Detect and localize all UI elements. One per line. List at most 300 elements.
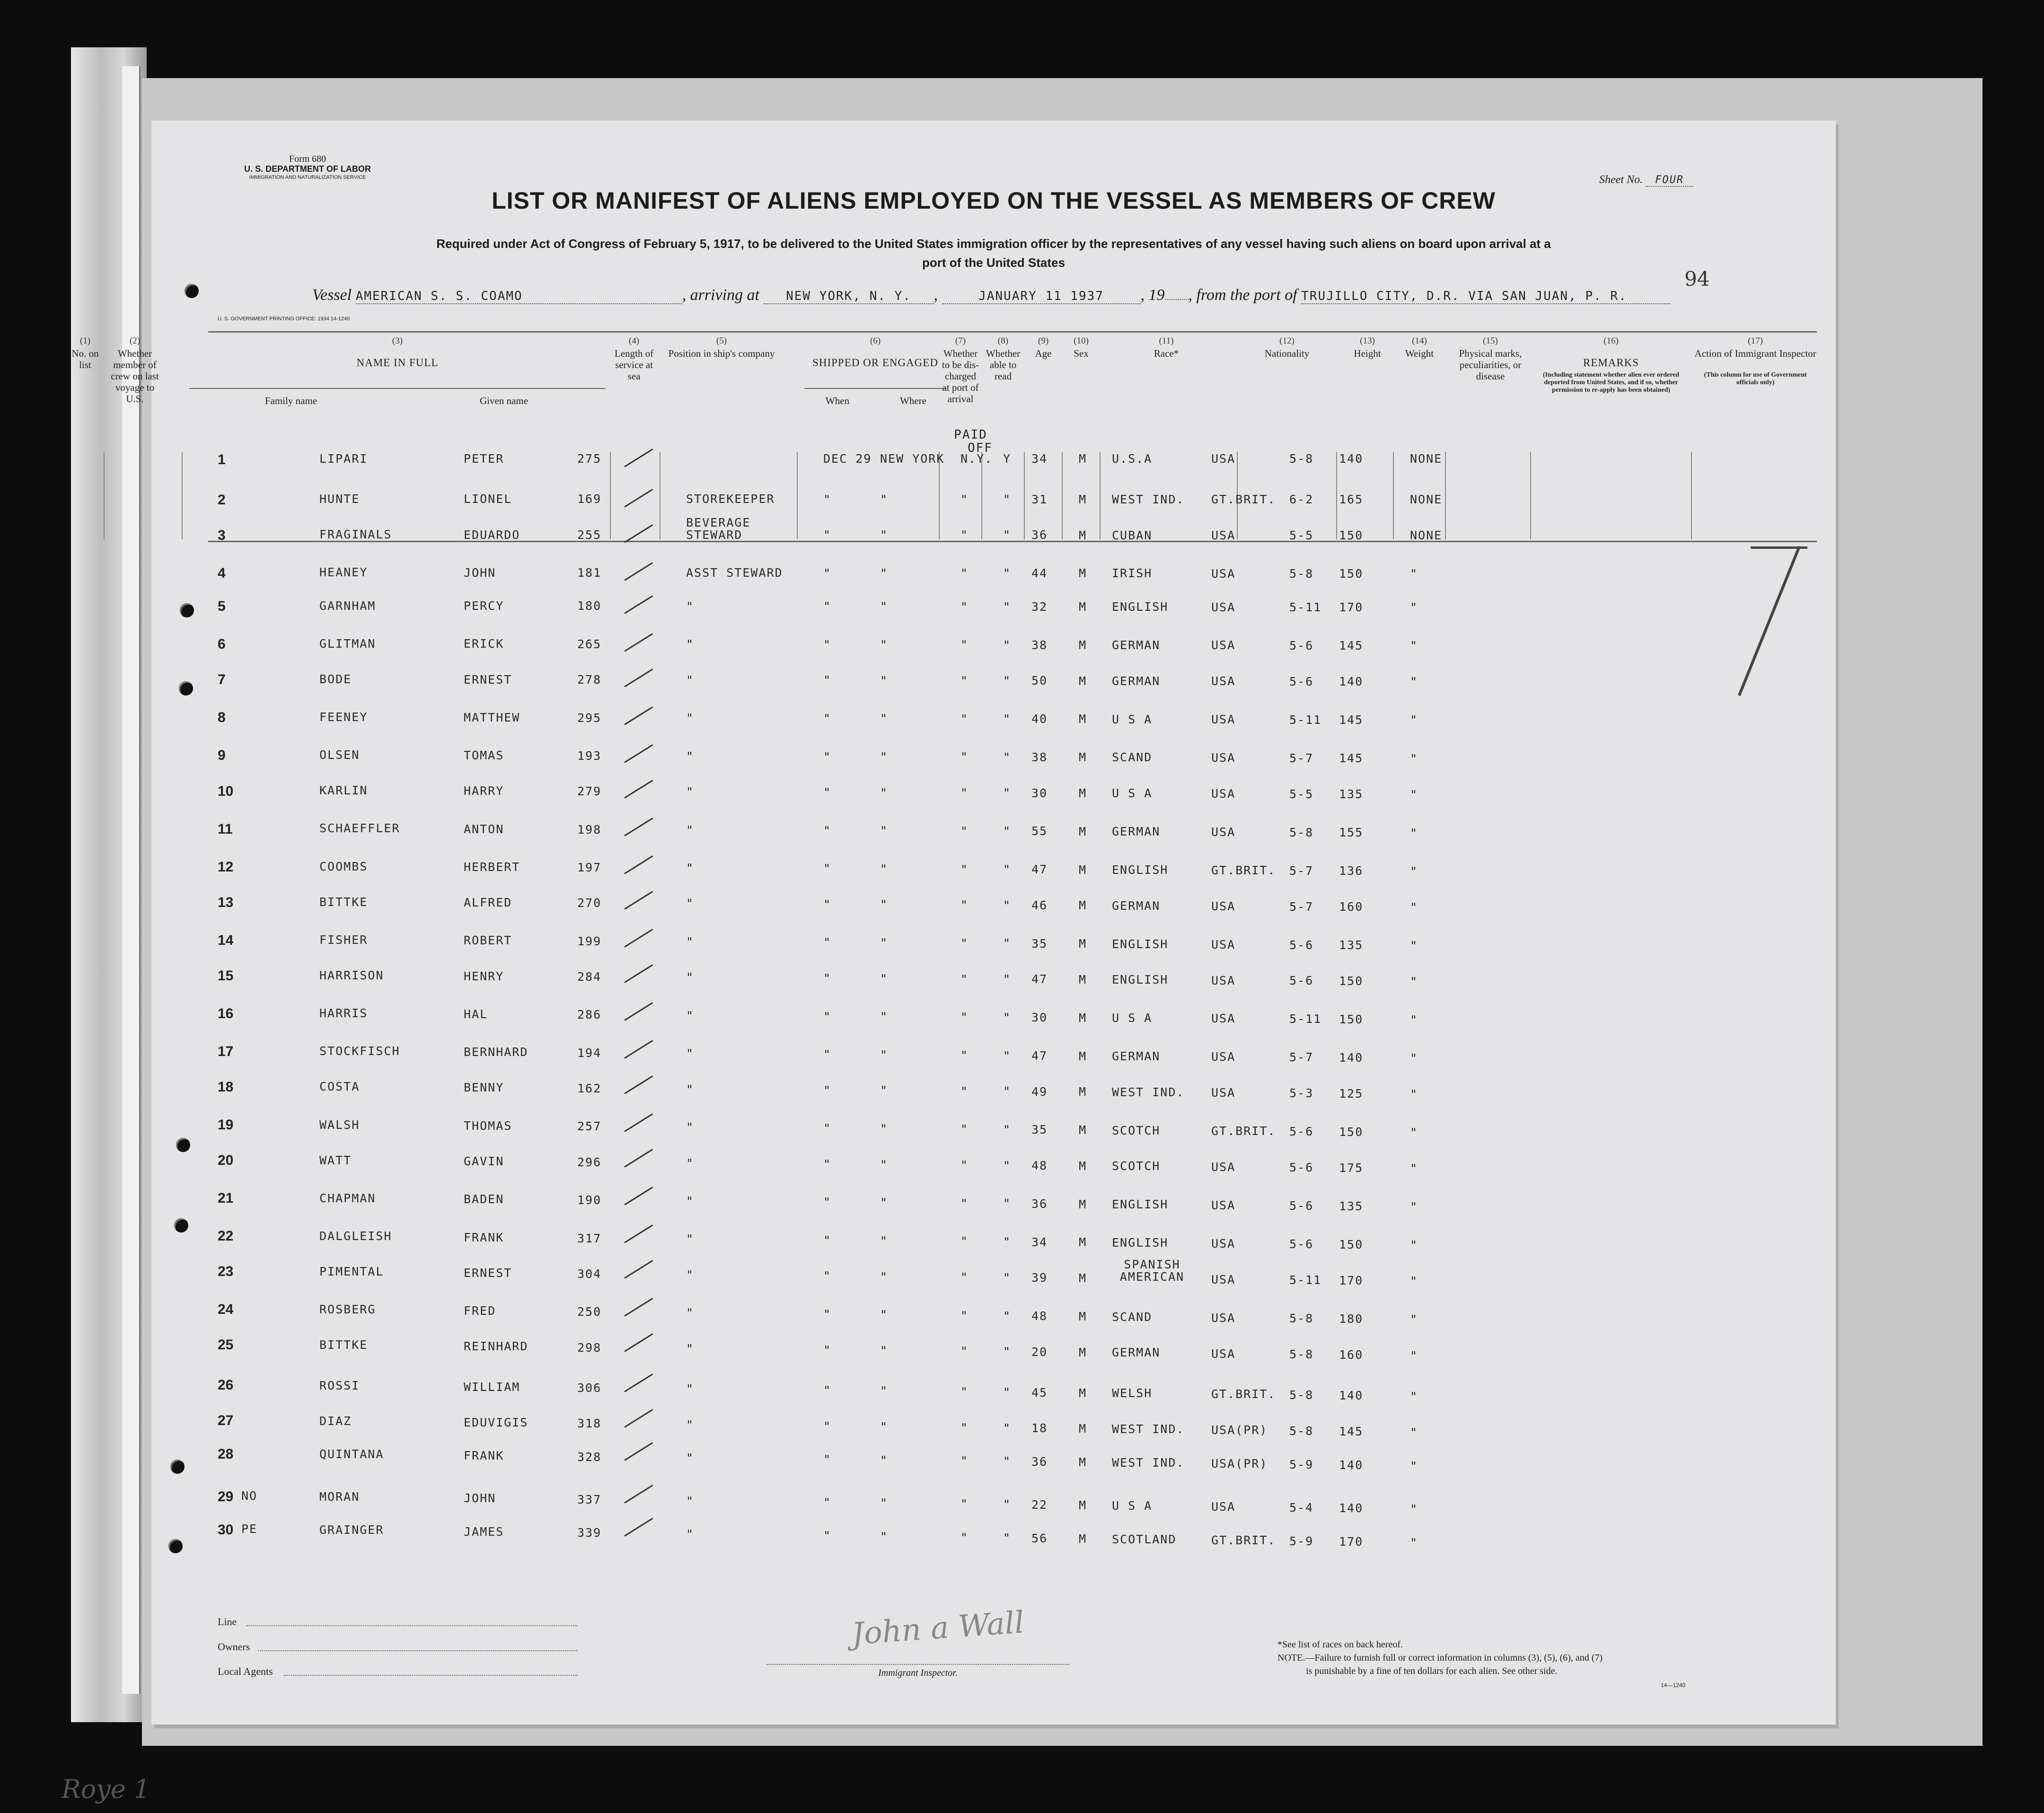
column-header: Length of service at sea: [614, 348, 654, 382]
service-code-cell: 284: [577, 970, 602, 984]
able-to-read-cell: ": [1003, 1531, 1012, 1545]
check-mark: [624, 1002, 653, 1021]
race-cell: U S A: [1112, 1011, 1153, 1025]
service-code-cell: 194: [577, 1046, 602, 1060]
owners-field: [258, 1650, 577, 1651]
service-code-cell: 198: [577, 822, 602, 836]
punch-hole: [185, 284, 199, 298]
family-name-cell: STOCKFISCH: [319, 1044, 400, 1058]
age-cell: 35: [1031, 1123, 1048, 1137]
physical-marks-cell: ": [1410, 1238, 1418, 1252]
height-cell: 5-11: [1289, 1012, 1322, 1026]
nationality-cell: USA: [1211, 973, 1236, 987]
height-cell: 5-6: [1289, 1161, 1314, 1175]
sex-cell: M: [1079, 1498, 1087, 1512]
service-code-cell: 295: [577, 711, 602, 725]
able-to-read-cell: ": [1003, 599, 1012, 614]
weight-cell: 175: [1339, 1161, 1364, 1175]
arriving-port: NEW YORK, N. Y.: [764, 289, 934, 304]
shipped-when-cell: ": [823, 1083, 832, 1097]
family-name-cell: FEENEY: [319, 710, 368, 724]
row-number: 18: [218, 1079, 234, 1095]
age-cell: 46: [1031, 898, 1048, 912]
discharged-cell: ": [960, 898, 969, 912]
race-cell: GERMAN: [1112, 1346, 1161, 1360]
height-cell: 5-8: [1289, 1311, 1314, 1326]
column-divider: [1336, 452, 1337, 539]
shipped-when-cell: ": [823, 971, 832, 985]
able-to-read-cell: ": [1003, 1270, 1012, 1285]
shipped-where-cell: ": [880, 785, 889, 800]
physical-marks-cell: ": [1410, 938, 1418, 952]
shipped-when-cell: ": [823, 1452, 832, 1467]
form-code: 14—1240: [1661, 1682, 1686, 1689]
weight-cell: 165: [1339, 493, 1364, 506]
discharged-cell: ": [960, 1270, 969, 1285]
header-rule: [804, 388, 946, 389]
position-cell: ": [686, 1494, 695, 1508]
height-cell: 5-11: [1289, 600, 1322, 614]
shipped-where-cell: NEW YORK: [880, 452, 945, 466]
column-header: REMARKS: [1583, 357, 1639, 369]
age-cell: 36: [1031, 528, 1048, 542]
age-cell: 34: [1031, 452, 1048, 466]
service-code-cell: 275: [577, 452, 602, 466]
column-number: (4): [628, 336, 640, 346]
discharged-cell: ": [960, 786, 969, 800]
race-cell: ENGLISH: [1112, 1236, 1169, 1250]
shipped-where-cell: ": [880, 1047, 889, 1062]
family-name-cell: DIAZ: [319, 1414, 352, 1428]
year-label: , 19: [1140, 286, 1165, 304]
discharged-cell: ": [960, 1530, 969, 1544]
shipped-where-cell: ": [880, 492, 889, 506]
service-code-cell: 304: [577, 1267, 602, 1281]
nationality-cell: USA: [1211, 1050, 1236, 1064]
sex-cell: M: [1079, 1455, 1087, 1470]
able-to-read-cell: ": [1003, 1122, 1012, 1136]
shipped-where-cell: ": [880, 566, 889, 580]
height-cell: 5-6: [1289, 1125, 1314, 1139]
physical-marks-cell: ": [1410, 826, 1418, 840]
column-number: (8): [997, 336, 1009, 346]
service-code-cell: 286: [577, 1008, 602, 1022]
given-name-cell: EDUVIGIS: [464, 1415, 529, 1429]
given-name-cell: HAL: [464, 1007, 488, 1021]
column-number: (13): [1360, 336, 1375, 346]
given-name-cell: WILLIAM: [464, 1380, 520, 1394]
shipped-when-cell: ": [823, 1047, 832, 1062]
punch-hole: [168, 1539, 183, 1553]
height-cell: 5-7: [1289, 899, 1314, 914]
row-number: 17: [218, 1043, 234, 1059]
given-name-cell: ALFRED: [464, 896, 512, 910]
given-name-cell: EDUARDO: [464, 528, 520, 542]
row-number: 9: [218, 748, 226, 764]
position-cell: ": [686, 711, 695, 725]
discharged-cell: ": [960, 1385, 969, 1399]
nationality-cell: USA(PR): [1211, 1457, 1268, 1471]
given-name-cell: ERICK: [464, 637, 504, 651]
height-cell: 5-5: [1289, 787, 1314, 801]
nationality-cell: USA: [1211, 713, 1236, 727]
position-cell: ": [686, 1047, 695, 1061]
shipped-when-cell: ": [823, 1195, 832, 1209]
service-code-cell: 317: [577, 1231, 602, 1245]
column-number: (2): [129, 336, 141, 346]
shipped-where-cell: ": [880, 898, 889, 912]
shipped-where-cell: ": [880, 1010, 889, 1024]
height-cell: 5-11: [1289, 1273, 1322, 1287]
position-cell: ": [686, 599, 695, 613]
family-name-cell: FRAGINALS: [319, 528, 392, 542]
able-to-read-cell: ": [1003, 1010, 1012, 1024]
race-cell: WEST IND.: [1112, 492, 1185, 506]
column-header: SHIPPED OR ENGAGED: [812, 357, 938, 369]
service-code-cell: 199: [577, 934, 602, 948]
given-name-cell: ERNEST: [464, 1266, 512, 1280]
height-cell: 5-6: [1289, 1199, 1314, 1213]
shipped-when-cell: ": [823, 1307, 832, 1321]
column-number: (1): [79, 336, 91, 346]
check-mark: [624, 1149, 653, 1168]
sex-cell: M: [1079, 1123, 1087, 1137]
family-name-cell: ROSSI: [319, 1378, 360, 1392]
column-number: (17): [1748, 336, 1763, 346]
service-code-cell: 339: [577, 1526, 602, 1540]
race-cell: SCOTCH: [1112, 1123, 1161, 1137]
able-to-read-cell: ": [1003, 638, 1012, 652]
discharged-cell: ": [960, 824, 969, 838]
sex-cell: M: [1079, 1049, 1087, 1063]
shipped-where-cell: ": [880, 673, 889, 687]
family-name-cell: GARNHAM: [319, 598, 376, 613]
column-header: Action of Immigrant Inspector: [1694, 348, 1816, 359]
check-mark: [624, 1040, 653, 1059]
row-number: 21: [218, 1190, 234, 1206]
nationality-cell: USA: [1211, 1012, 1236, 1026]
subtitle-line-2: port of the United States: [922, 255, 1065, 270]
physical-marks-cell: ": [1410, 1051, 1418, 1065]
race-cell: GERMAN: [1112, 638, 1161, 652]
given-name-cell: PETER: [464, 452, 504, 466]
race-cell: WEST IND.: [1112, 1422, 1185, 1436]
weight-cell: 140: [1339, 675, 1364, 689]
service-code-cell: 270: [577, 896, 602, 910]
race-cell: U S A: [1112, 712, 1153, 726]
shipped-when-cell: ": [823, 935, 832, 950]
shipped-when-cell: ": [823, 1121, 832, 1135]
discharged-cell: ": [960, 1234, 969, 1249]
check-mark: [624, 1518, 653, 1537]
weight-cell: 150: [1339, 974, 1364, 988]
check-mark: [624, 891, 653, 910]
given-name-cell: GAVIN: [464, 1154, 504, 1169]
weight-cell: 135: [1339, 787, 1364, 801]
margin-note: Roye 1: [62, 1774, 150, 1804]
shipped-where-cell: ": [880, 1384, 889, 1398]
column-subheader: (Including statement whether alien ever ordered deported from United States, and if so, whether permission to re-apply has been obtained): [1542, 371, 1680, 394]
row-number: 24: [218, 1302, 234, 1318]
position-cell: ": [686, 1382, 695, 1396]
weight-cell: 136: [1339, 864, 1364, 878]
discharged-cell: ": [960, 750, 969, 764]
column-number: (10): [1074, 336, 1089, 346]
check-mark: [624, 929, 653, 948]
races-note: *See list of races on back hereof.: [1278, 1639, 1403, 1650]
discharged-cell: ": [960, 862, 969, 876]
physical-marks-cell: NONE: [1410, 452, 1443, 466]
shipped-where-cell: ": [880, 1308, 889, 1322]
race-cell: ENGLISH: [1112, 973, 1169, 987]
nationality-cell: USA: [1211, 1311, 1236, 1325]
position-cell: ": [686, 673, 695, 687]
height-cell: 5-3: [1289, 1086, 1314, 1100]
physical-marks-cell: NONE: [1410, 493, 1443, 507]
column-subheader: (This column for use of Government officials only): [1704, 371, 1807, 386]
race-cell: U S A: [1112, 1498, 1153, 1513]
header-rule: [189, 388, 606, 389]
position-cell: ": [686, 1120, 695, 1135]
discharged-cell: ": [960, 1048, 969, 1062]
shipped-when-cell: ": [823, 492, 832, 506]
discharged-cell: ": [960, 1010, 969, 1024]
nationality-cell: USA: [1211, 1500, 1236, 1514]
column-header: Sex: [1074, 348, 1089, 359]
discharged-cell: ": [960, 1308, 969, 1322]
shipped-where-cell: ": [880, 1343, 889, 1357]
column-divider: [1691, 452, 1692, 539]
nationality-cell: USA: [1211, 825, 1236, 839]
department: U. S. DEPARTMENT OF LABOR: [244, 164, 371, 174]
age-cell: 45: [1031, 1385, 1048, 1399]
weight-cell: 170: [1339, 1535, 1364, 1549]
column-number: (3): [392, 336, 403, 346]
given-name-cell: HERBERT: [464, 860, 520, 874]
physical-marks-cell: ": [1410, 1274, 1418, 1288]
service-code-cell: 190: [577, 1193, 602, 1207]
physical-marks-cell: ": [1410, 900, 1418, 914]
check-mark: [624, 1333, 653, 1352]
nationality-cell: USA: [1211, 1236, 1236, 1250]
height-cell: 5-7: [1289, 1050, 1314, 1065]
family-name-cell: CHAPMAN: [319, 1191, 376, 1205]
position-cell: ": [686, 1267, 695, 1282]
nationality-cell: USA: [1211, 566, 1236, 581]
age-cell: 48: [1031, 1159, 1048, 1173]
race-cell: U S A: [1112, 786, 1153, 801]
service-code-cell: 265: [577, 637, 602, 651]
race-cell: SCAND: [1112, 750, 1153, 765]
discharged-cell: ": [960, 1420, 969, 1435]
weight-cell: 135: [1339, 1199, 1364, 1214]
able-to-read-cell: ": [1003, 1345, 1012, 1359]
family-name-cell: PIMENTAL: [319, 1265, 384, 1279]
check-mark: [624, 595, 653, 614]
row-number: 27: [218, 1413, 234, 1429]
service-code-cell: 337: [577, 1493, 602, 1507]
age-cell: 38: [1031, 750, 1048, 764]
service-code-cell: 193: [577, 748, 602, 763]
family-name-cell: ROSBERG: [319, 1303, 376, 1317]
from-port: TRUJILLO CITY, D.R. VIA SAN JUAN, P. R.: [1301, 289, 1670, 304]
shipped-where-cell: ": [880, 638, 889, 652]
sex-cell: M: [1079, 638, 1087, 652]
check-mark: [624, 1409, 653, 1428]
sheet-number: FOUR: [1646, 174, 1693, 187]
sex-cell: M: [1079, 712, 1087, 726]
shipped-when-cell: ": [823, 1269, 832, 1283]
penalty-note-1: NOTE.—Failure to furnish full or correct information in columns (3), (5), (6), and (7): [1278, 1653, 1603, 1663]
physical-marks-cell: ": [1410, 1459, 1418, 1473]
discharged-cell: ": [960, 1122, 969, 1136]
height-cell: 5-9: [1289, 1457, 1314, 1471]
row-number: 22: [218, 1228, 234, 1244]
able-to-read-cell: ": [1003, 1497, 1012, 1512]
discharged-cell: N.Y.: [960, 452, 993, 466]
shipped-where-cell: ": [880, 1269, 889, 1284]
given-name-cell: BERNHARD: [464, 1045, 529, 1059]
weight-cell: 145: [1339, 1425, 1364, 1439]
shipped-when-cell: ": [823, 599, 832, 614]
paid-off-line-2: OFF: [968, 441, 993, 455]
physical-marks-cell: ": [1410, 787, 1418, 801]
height-cell: 5-8: [1289, 825, 1314, 839]
column-header: Height: [1354, 348, 1381, 359]
position-cell: ": [686, 1417, 695, 1432]
nationality-cell: USA: [1211, 1160, 1236, 1174]
physical-marks-cell: ": [1410, 1162, 1418, 1176]
shipped-when-cell: ": [823, 1233, 832, 1247]
sex-cell: M: [1079, 1345, 1087, 1359]
sex-cell: M: [1079, 1310, 1087, 1324]
row-number: 2: [218, 492, 226, 508]
sex-cell: M: [1079, 566, 1087, 581]
service-code-cell: 197: [577, 860, 602, 874]
row-number: 20: [218, 1153, 234, 1169]
row-number: 26: [218, 1377, 234, 1393]
check-mark: [624, 855, 653, 874]
service: IMMIGRATION AND NATURALIZATION SERVICE: [249, 175, 366, 180]
physical-marks-cell: ": [1410, 567, 1418, 581]
nationality-cell: USA: [1211, 1347, 1236, 1361]
sex-cell: M: [1079, 1271, 1087, 1285]
shipped-where-cell: ": [880, 712, 889, 726]
age-cell: 56: [1031, 1531, 1048, 1545]
service-code-cell: 318: [577, 1417, 602, 1431]
height-cell: 5-11: [1289, 713, 1322, 727]
shipped-when-cell: ": [823, 711, 832, 725]
sex-cell: M: [1079, 528, 1087, 542]
height-cell: 5-9: [1289, 1534, 1314, 1548]
weight-cell: 125: [1339, 1087, 1364, 1101]
sheet-number-label: [1599, 174, 1693, 186]
row-number: 11: [218, 821, 233, 837]
column-number: (12): [1279, 336, 1295, 346]
sex-cell: M: [1079, 1197, 1087, 1211]
sex-cell: M: [1079, 452, 1087, 466]
discharged-cell: ": [960, 492, 969, 506]
shipped-when-cell: ": [823, 749, 832, 764]
given-name-cell: THOMAS: [464, 1118, 512, 1133]
nationality-cell: GT.BRIT.: [1211, 1387, 1276, 1401]
service-code-cell: 255: [577, 528, 602, 542]
given-name-cell: MATTHEW: [464, 710, 520, 724]
column-subheader: Where: [900, 395, 926, 406]
shipped-when-cell: ": [823, 785, 832, 800]
check-mark: [624, 1298, 653, 1317]
height-cell: 5-5: [1289, 528, 1314, 542]
family-name-cell: BODE: [319, 672, 352, 686]
race-cell: ENGLISH: [1112, 862, 1169, 877]
shipped-when-cell: ": [823, 1009, 832, 1023]
punch-hole: [174, 1218, 188, 1232]
position-cell: ": [686, 749, 695, 763]
able-to-read-cell: ": [1003, 1084, 1012, 1099]
service-code-cell: 279: [577, 784, 602, 799]
nationality-cell: USA: [1211, 674, 1236, 688]
column-subheader: Given name: [479, 395, 529, 406]
discharged-cell: ": [960, 972, 969, 986]
shipped-where-cell: ": [880, 1233, 889, 1248]
physical-marks-cell: ": [1410, 864, 1418, 878]
able-to-read-cell: ": [1003, 674, 1012, 688]
race-cell: WEST IND.: [1112, 1085, 1185, 1099]
physical-marks-cell: ": [1410, 1087, 1418, 1101]
discharged-cell: ": [960, 936, 969, 950]
age-cell: 55: [1031, 824, 1048, 838]
row-number: 30: [218, 1522, 234, 1538]
row-number: 4: [218, 565, 226, 581]
discharged-cell: ": [960, 528, 969, 542]
position-cell: ": [686, 1194, 695, 1208]
race-cell: SCOTCH: [1112, 1159, 1161, 1173]
nationality-cell: USA: [1211, 600, 1236, 614]
vessel-label: Vessel: [312, 286, 352, 304]
service-code-cell: 298: [577, 1340, 602, 1355]
sheet-label: Sheet No.: [1599, 174, 1643, 186]
able-to-read-cell: ": [1003, 1158, 1012, 1172]
height-cell: 5-7: [1289, 863, 1314, 878]
column-divider: [1445, 452, 1446, 539]
service-code-cell: 257: [577, 1119, 602, 1134]
row-number: 8: [218, 710, 226, 726]
weight-cell: 150: [1339, 1125, 1364, 1139]
age-cell: 30: [1031, 786, 1048, 800]
position-cell: BEVERAGE STEWARD: [686, 515, 751, 542]
age-cell: 20: [1031, 1345, 1048, 1359]
physical-marks-cell: ": [1410, 600, 1418, 615]
row-number: 7: [218, 672, 226, 688]
age-cell: 31: [1031, 492, 1048, 506]
shipped-when-cell: ": [823, 637, 832, 651]
physical-marks-cell: ": [1410, 1348, 1418, 1363]
position-cell: ASST STEWARD: [686, 566, 783, 580]
check-mark: [624, 744, 653, 763]
shipped-when-cell: ": [823, 1495, 832, 1509]
age-cell: 36: [1031, 1455, 1048, 1469]
weight-cell: 140: [1339, 1501, 1364, 1515]
column-header: Whether member of crew on last voyage to U.S.: [111, 348, 159, 405]
able-to-read-cell: ": [1003, 1197, 1012, 1211]
row-number: 10: [218, 783, 234, 799]
check-mark: [624, 669, 653, 687]
family-name-cell: COSTA: [319, 1080, 360, 1094]
shipped-when-cell: ": [823, 1419, 832, 1433]
able-to-read-cell: ": [1003, 936, 1012, 951]
nationality-cell: USA: [1211, 899, 1236, 913]
column-divider: [1024, 452, 1025, 539]
